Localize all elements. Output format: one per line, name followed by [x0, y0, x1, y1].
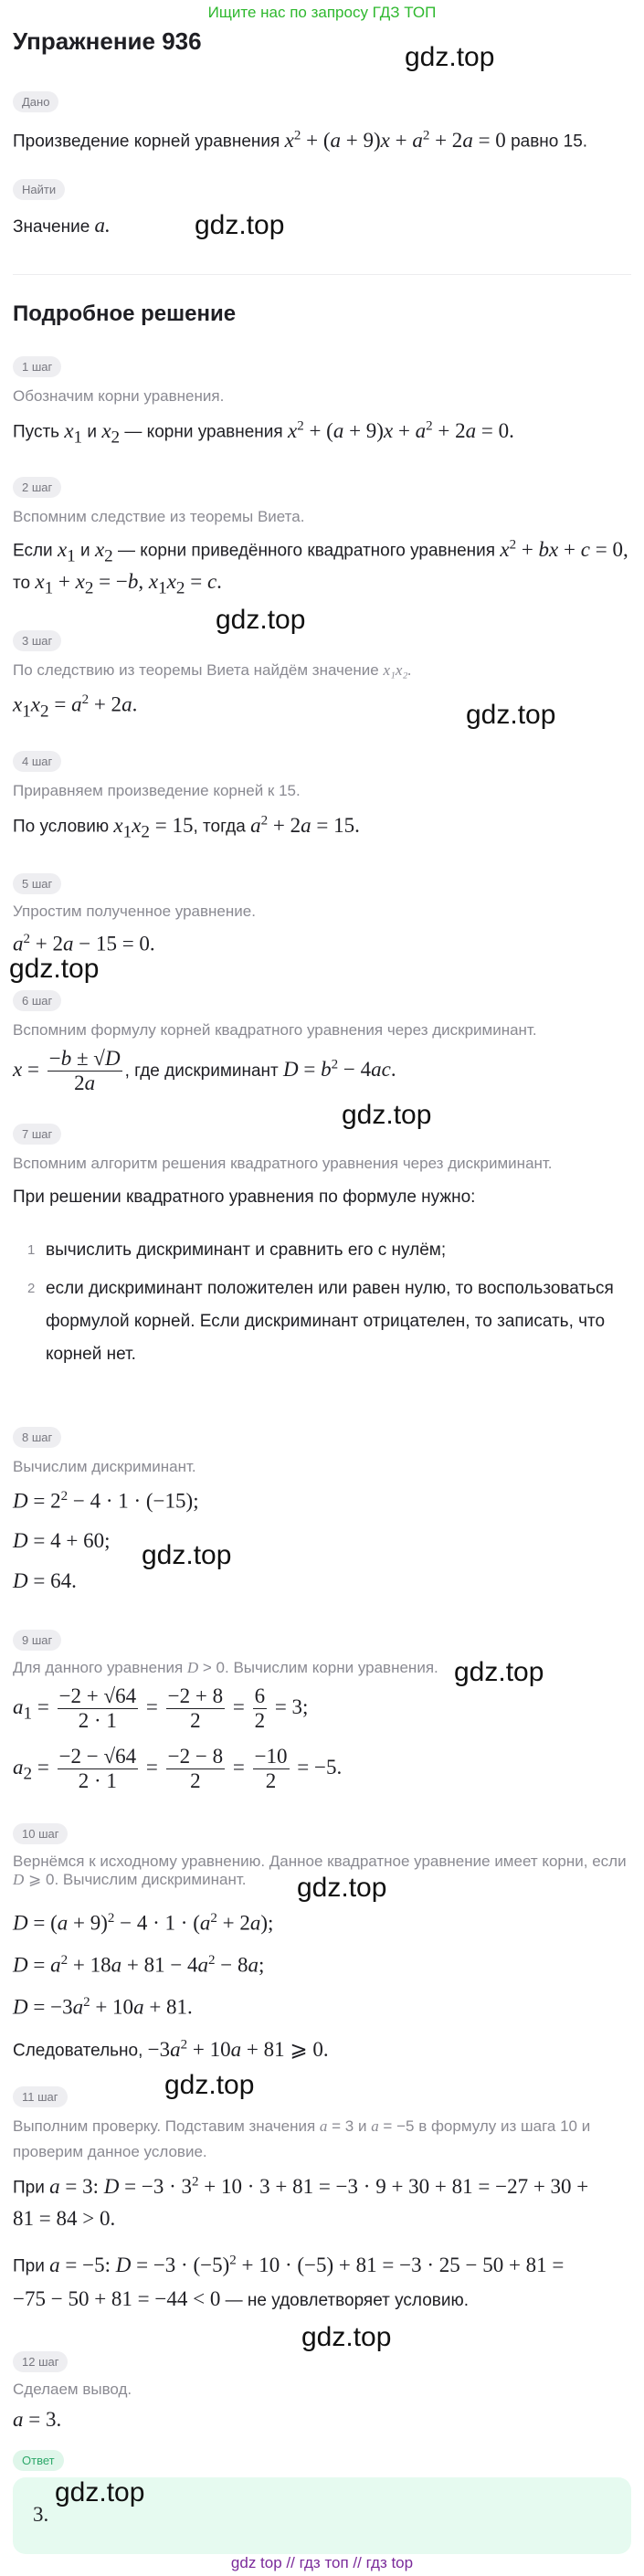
- watermark: gdz.top: [195, 210, 285, 240]
- step-11-check-1: 81 = 84 > 0.: [13, 2207, 116, 2230]
- list-number: 1: [27, 1242, 36, 1258]
- step-7-lead: При решении квадратного уравнения по формуле нужно:: [13, 1188, 476, 1207]
- step-8-formula: D = 64.: [13, 1569, 77, 1592]
- step-label: 4 шаг: [13, 751, 61, 772]
- given-equation: $x^2 + (a + 9)x + a^2 + 2a = 0$: [284, 128, 506, 152]
- step-label: 6 шаг: [13, 990, 61, 1011]
- step-4-text: По условию $x_1x_2 = 15$, тогда $a^2 + 2a = 15$.: [13, 813, 360, 842]
- divider: [13, 274, 631, 275]
- find-section: [13, 179, 65, 200]
- find-label: Найти: [13, 179, 65, 200]
- step-hint: Упростим полученное уравнение.: [13, 903, 256, 920]
- list-item: если дискриминант положителен или равен нулю, то воспользоваться: [46, 1279, 614, 1298]
- watermark: gdz.top: [142, 1540, 232, 1570]
- step-3-formula: $x_1x_2 = a^2 + 2a$.: [13, 692, 138, 722]
- step-8-formula: $D = 2^2 - 4 \cdot 1 \cdot (-15)$;: [13, 1489, 199, 1513]
- list-item: формулой корней. Если дискриминант отрицателен, то записать, что: [46, 1312, 606, 1331]
- step-12-formula: a = 3.: [13, 2408, 62, 2431]
- watermark: gdz.top: [454, 1657, 544, 1687]
- watermark: gdz.top: [164, 2070, 255, 2100]
- step-label: 12 шаг: [13, 2351, 68, 2372]
- step-hint: Для данного уравнения D > 0. Вычислим корни уравнения.: [13, 1659, 438, 1676]
- watermark: gdz.top: [405, 42, 495, 72]
- step-5-formula: $a^2 + 2a - 15 = 0$.: [13, 932, 155, 955]
- step-8-formula: D = 4 + 60;: [13, 1529, 111, 1552]
- step-1-text: Пусть $x_1$ и $x_2$ — корни уравнения $x^2 + (a + 9)x + a^2 + 2a = 0$.: [13, 418, 514, 448]
- step-hint: Вспомним алгоритм решения квадратного уравнения через дискриминант.: [13, 1155, 553, 1172]
- step-label: 3 шаг: [13, 630, 61, 651]
- top-banner-link[interactable]: Ищите нас по запросу ГДЗ ТОП: [207, 4, 437, 21]
- find-variable: a.: [94, 214, 111, 237]
- given-label: Дано: [13, 91, 58, 112]
- step-hint: Обозначим корни уравнения.: [13, 387, 225, 405]
- step-11-check-1: При a = 3: $D = -3 \cdot 3^2 + 10 \cdot 3 + 81 = -3 \cdot 9 + 30 + 81 = -27 + 30$ +: [13, 2174, 589, 2198]
- given-text-before: Произведение корней уравнения: [13, 132, 280, 152]
- step-hint: Вернёмся к исходному уравнению. Данное квадратное уравнение имеет корни, если D ⩾ 0. Вычислим дискриминант.: [13, 1853, 627, 1888]
- step-label: 11 шаг: [13, 2086, 68, 2107]
- list-item: вычислить дискриминант и сравнить его с нулём;: [46, 1240, 447, 1260]
- step-label: 8 шаг: [13, 1427, 61, 1448]
- step-hint: Вычислим дискриминант.: [13, 1458, 196, 1475]
- watermark: gdz.top: [342, 1100, 432, 1130]
- step-9-root-1: $a_1$ = $\frac{-2 + √64}{2 \cdot 1}$ = $\frac{-2 + 8}{2}$ = $\frac{6}{2}$ = 3;: [13, 1684, 309, 1732]
- watermark: gdz.top: [466, 700, 556, 730]
- step-9-root-2: $a_2$ = $\frac{-2 - √64}{2 \cdot 1}$ = $\frac{-2 - 8}{2}$ = $\frac{-10}{2}$ = −5.: [13, 1745, 343, 1792]
- list-number: 2: [27, 1281, 36, 1296]
- find-text: [13, 214, 111, 238]
- step-2-text: Если $x_1$ и $x_2$ — корни приведённого квадратного уравнения $x^2$ + bx + c = 0,: [13, 537, 628, 566]
- step-hint: Вспомним формулу корней квадратного уравнения через дискриминант.: [13, 1021, 537, 1039]
- watermark: gdz.top: [301, 2322, 392, 2352]
- find-text-label: Значение: [13, 217, 90, 237]
- answer-label: Ответ: [13, 2450, 64, 2471]
- step-10-formula: $D = (a + 9)^2 - 4 \cdot 1 \cdot (a^2 + 2a)$;: [13, 1911, 274, 1935]
- watermark: gdz.top: [297, 1873, 387, 1903]
- answer-value: 3.: [33, 2503, 49, 2526]
- step-10-conclusion: Следовательно, $-3a^2 + 10a + 81$ ⩾ 0.: [13, 2037, 329, 2061]
- step-10-formula: $D = a^2 + 18a + 81 - 4a^2 - 8a$;: [13, 1953, 265, 1977]
- step-hint: проверим данное условие.: [13, 2143, 207, 2160]
- step-hint: Сделаем вывод.: [13, 2381, 132, 2398]
- step-10-formula: $D = -3a^2 + 10a + 81$.: [13, 1995, 193, 2019]
- page-title: Упражнение 936: [13, 27, 202, 55]
- step-11-check-2: −75 − 50 + 81 = −44 < 0 — не удовлетворяет условию.: [13, 2287, 470, 2310]
- watermark: gdz.top: [55, 2477, 145, 2507]
- step-label: 10 шаг: [13, 1823, 68, 1844]
- step-label: 1 шаг: [13, 356, 61, 377]
- given-text-after: равно 15.: [511, 132, 588, 152]
- step-hint: Приравняем произведение корней к 15.: [13, 782, 301, 799]
- step-hint: Выполним проверку. Подставим значения a = 3 и a = −5 в формулу из шага 10 и: [13, 2117, 591, 2135]
- step-6-formula: x = $\frac{-b \pm √D}{2a}$ , где дискриминант $D = b^2 - 4ac$.: [13, 1047, 396, 1094]
- step-11-check-2: При a = −5: $D = -3 \cdot (-5)^2 + 10 \cdot (-5) + 81 = -3 \cdot 25 - 50 + 81$ =: [13, 2253, 565, 2276]
- step-hint: По следствию из теоремы Виета найдём значение x₁x₂.: [13, 661, 412, 679]
- step-hint: Вспомним следствие из теоремы Виета.: [13, 508, 305, 525]
- step-label: 5 шаг: [13, 873, 61, 894]
- step-label: 7 шаг: [13, 1124, 61, 1145]
- step-label: 2 шаг: [13, 477, 61, 498]
- footer-links[interactable]: gdz top // гдз топ // гдз top: [230, 2554, 414, 2571]
- step-2-result: то $x_1 + x_2 = -b$, $x_1x_2 = c$.: [13, 570, 222, 598]
- watermark: gdz.top: [216, 605, 306, 635]
- list-item: корней нет.: [46, 1345, 136, 1364]
- step-label: 9 шаг: [13, 1630, 61, 1651]
- given-text: [13, 128, 587, 153]
- solution-title: Подробное решение: [13, 301, 237, 326]
- watermark: gdz.top: [9, 954, 100, 984]
- given-section: [13, 91, 58, 112]
